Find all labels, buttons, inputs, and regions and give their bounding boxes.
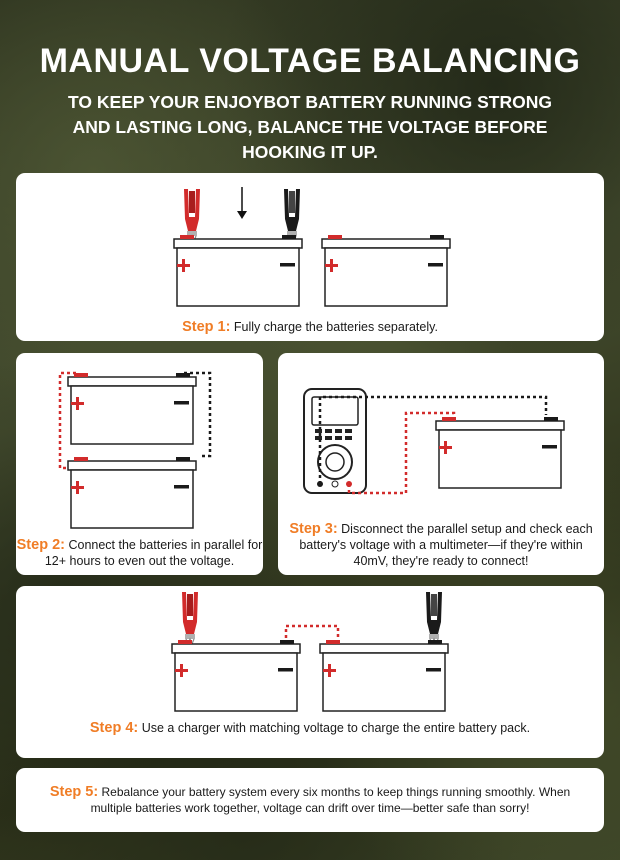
red-clamp-icon: [182, 592, 198, 644]
step-text: Rebalance your battery system every six months to keep things running smoothly. When multiple batteries work together, voltage can drift over time—better safe than sorry!: [90, 785, 571, 815]
black-clamp-icon: [284, 189, 300, 241]
step-text: Connect the batteries in parallel for 12+ hours to even out the voltage.: [44, 538, 263, 568]
page-subtitle: TO KEEP YOUR ENJOYBOT BATTERY RUNNING STRONG AND LASTING LONG, BALANCE THE VOLTAGE BEFORE HOOKING IT UP.: [68, 92, 552, 162]
step-4-panel: [16, 586, 604, 758]
multimeter-icon: [304, 389, 366, 493]
step-label: Step 3:: [289, 521, 338, 537]
red-clamp-icon: [184, 189, 200, 241]
step-label: Step 1:: [182, 319, 231, 335]
battery-icon: [68, 457, 196, 528]
step-text: Fully charge the batteries separately.: [233, 320, 438, 334]
step-3-panel: [278, 353, 604, 575]
step-label: Step 2:: [16, 537, 65, 553]
page-title: MANUAL VOLTAGE BALANCING: [39, 42, 581, 80]
black-clamp-icon: [426, 592, 442, 644]
battery-icon: [174, 235, 302, 306]
down-arrow-icon: [237, 187, 247, 219]
series-link-wire: [286, 626, 338, 638]
step-label: Step 5:: [49, 784, 99, 800]
step-label: Step 4:: [89, 720, 139, 736]
battery-icon: [436, 417, 564, 488]
battery-icon: [320, 640, 448, 711]
battery-icon: [172, 640, 300, 711]
battery-icon: [68, 373, 196, 444]
step-2-panel: [16, 353, 263, 575]
step-text: Use a charger with matching voltage to charge the entire battery pack.: [141, 721, 531, 735]
step-5-panel: [16, 768, 604, 832]
step-text: Disconnect the parallel setup and check each battery's voltage with a multimeter—if they're within 40mV, they're ready to connect!: [299, 522, 593, 568]
step-1-panel: [16, 173, 604, 341]
battery-icon: [322, 235, 450, 306]
